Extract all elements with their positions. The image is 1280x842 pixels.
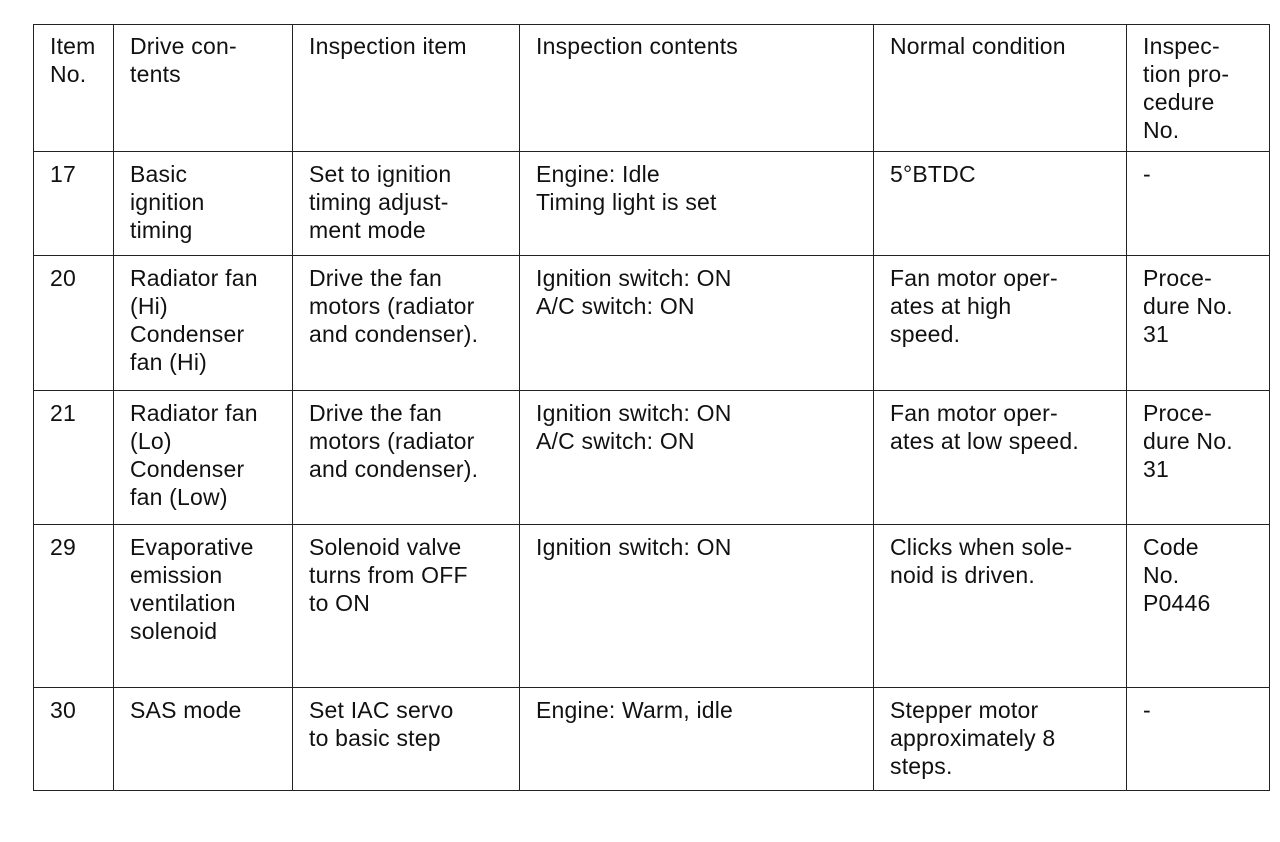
header-item-no: Item No. [34, 25, 114, 152]
header-inspection-contents: Inspection contents [520, 25, 874, 152]
cell-drive-contents: Radiator fan (Lo) Condenser fan (Low) [114, 391, 293, 525]
cell-inspection-contents: Ignition switch: ON A/C switch: ON [520, 391, 874, 525]
cell-drive-contents: Basic ignition timing [114, 152, 293, 256]
table-row [34, 391, 1270, 525]
cell-inspection-contents: Engine: Warm, idle [520, 688, 874, 791]
cell-inspection-item: Drive the fan motors (radiator and condenser). [293, 391, 520, 525]
cell-inspection-item: Drive the fan motors (radiator and condenser). [293, 256, 520, 391]
header-inspection-item: Inspection item [293, 25, 520, 152]
cell-procedure-no: - [1127, 152, 1270, 256]
cell-procedure-no: Proce- dure No. 31 [1127, 391, 1270, 525]
table-row [34, 688, 1270, 791]
cell-item-no: 20 [34, 256, 114, 391]
cell-normal-condition: Fan motor oper- ates at low speed. [874, 391, 1127, 525]
cell-inspection-item: Set to ignition timing adjust- ment mode [293, 152, 520, 256]
cell-drive-contents: SAS mode [114, 688, 293, 791]
cell-inspection-item: Set IAC servo to basic step [293, 688, 520, 791]
cell-inspection-contents: Ignition switch: ON A/C switch: ON [520, 256, 874, 391]
cell-inspection-item: Solenoid valve turns from OFF to ON [293, 525, 520, 688]
table-header-row [34, 25, 1270, 152]
cell-drive-contents: Radiator fan (Hi) Condenser fan (Hi) [114, 256, 293, 391]
cell-procedure-no: Code No. P0446 [1127, 525, 1270, 688]
cell-inspection-contents: Engine: Idle Timing light is set [520, 152, 874, 256]
cell-item-no: 17 [34, 152, 114, 256]
cell-inspection-contents: Ignition switch: ON [520, 525, 874, 688]
header-drive-contents: Drive con- tents [114, 25, 293, 152]
actuator-test-table [33, 24, 1270, 791]
cell-procedure-no: - [1127, 688, 1270, 791]
cell-item-no: 21 [34, 391, 114, 525]
cell-normal-condition: Fan motor oper- ates at high speed. [874, 256, 1127, 391]
cell-normal-condition: Stepper motor approximately 8 steps. [874, 688, 1127, 791]
cell-normal-condition: 5°BTDC [874, 152, 1127, 256]
table-row [34, 152, 1270, 256]
header-procedure-no: Inspec- tion pro- cedure No. [1127, 25, 1270, 152]
table-row [34, 256, 1270, 391]
cell-normal-condition: Clicks when sole- noid is driven. [874, 525, 1127, 688]
cell-item-no: 30 [34, 688, 114, 791]
header-normal-condition: Normal condition [874, 25, 1127, 152]
cell-item-no: 29 [34, 525, 114, 688]
cell-procedure-no: Proce- dure No. 31 [1127, 256, 1270, 391]
table-row [34, 525, 1270, 688]
cell-drive-contents: Evaporative emission ventilation solenoid [114, 525, 293, 688]
